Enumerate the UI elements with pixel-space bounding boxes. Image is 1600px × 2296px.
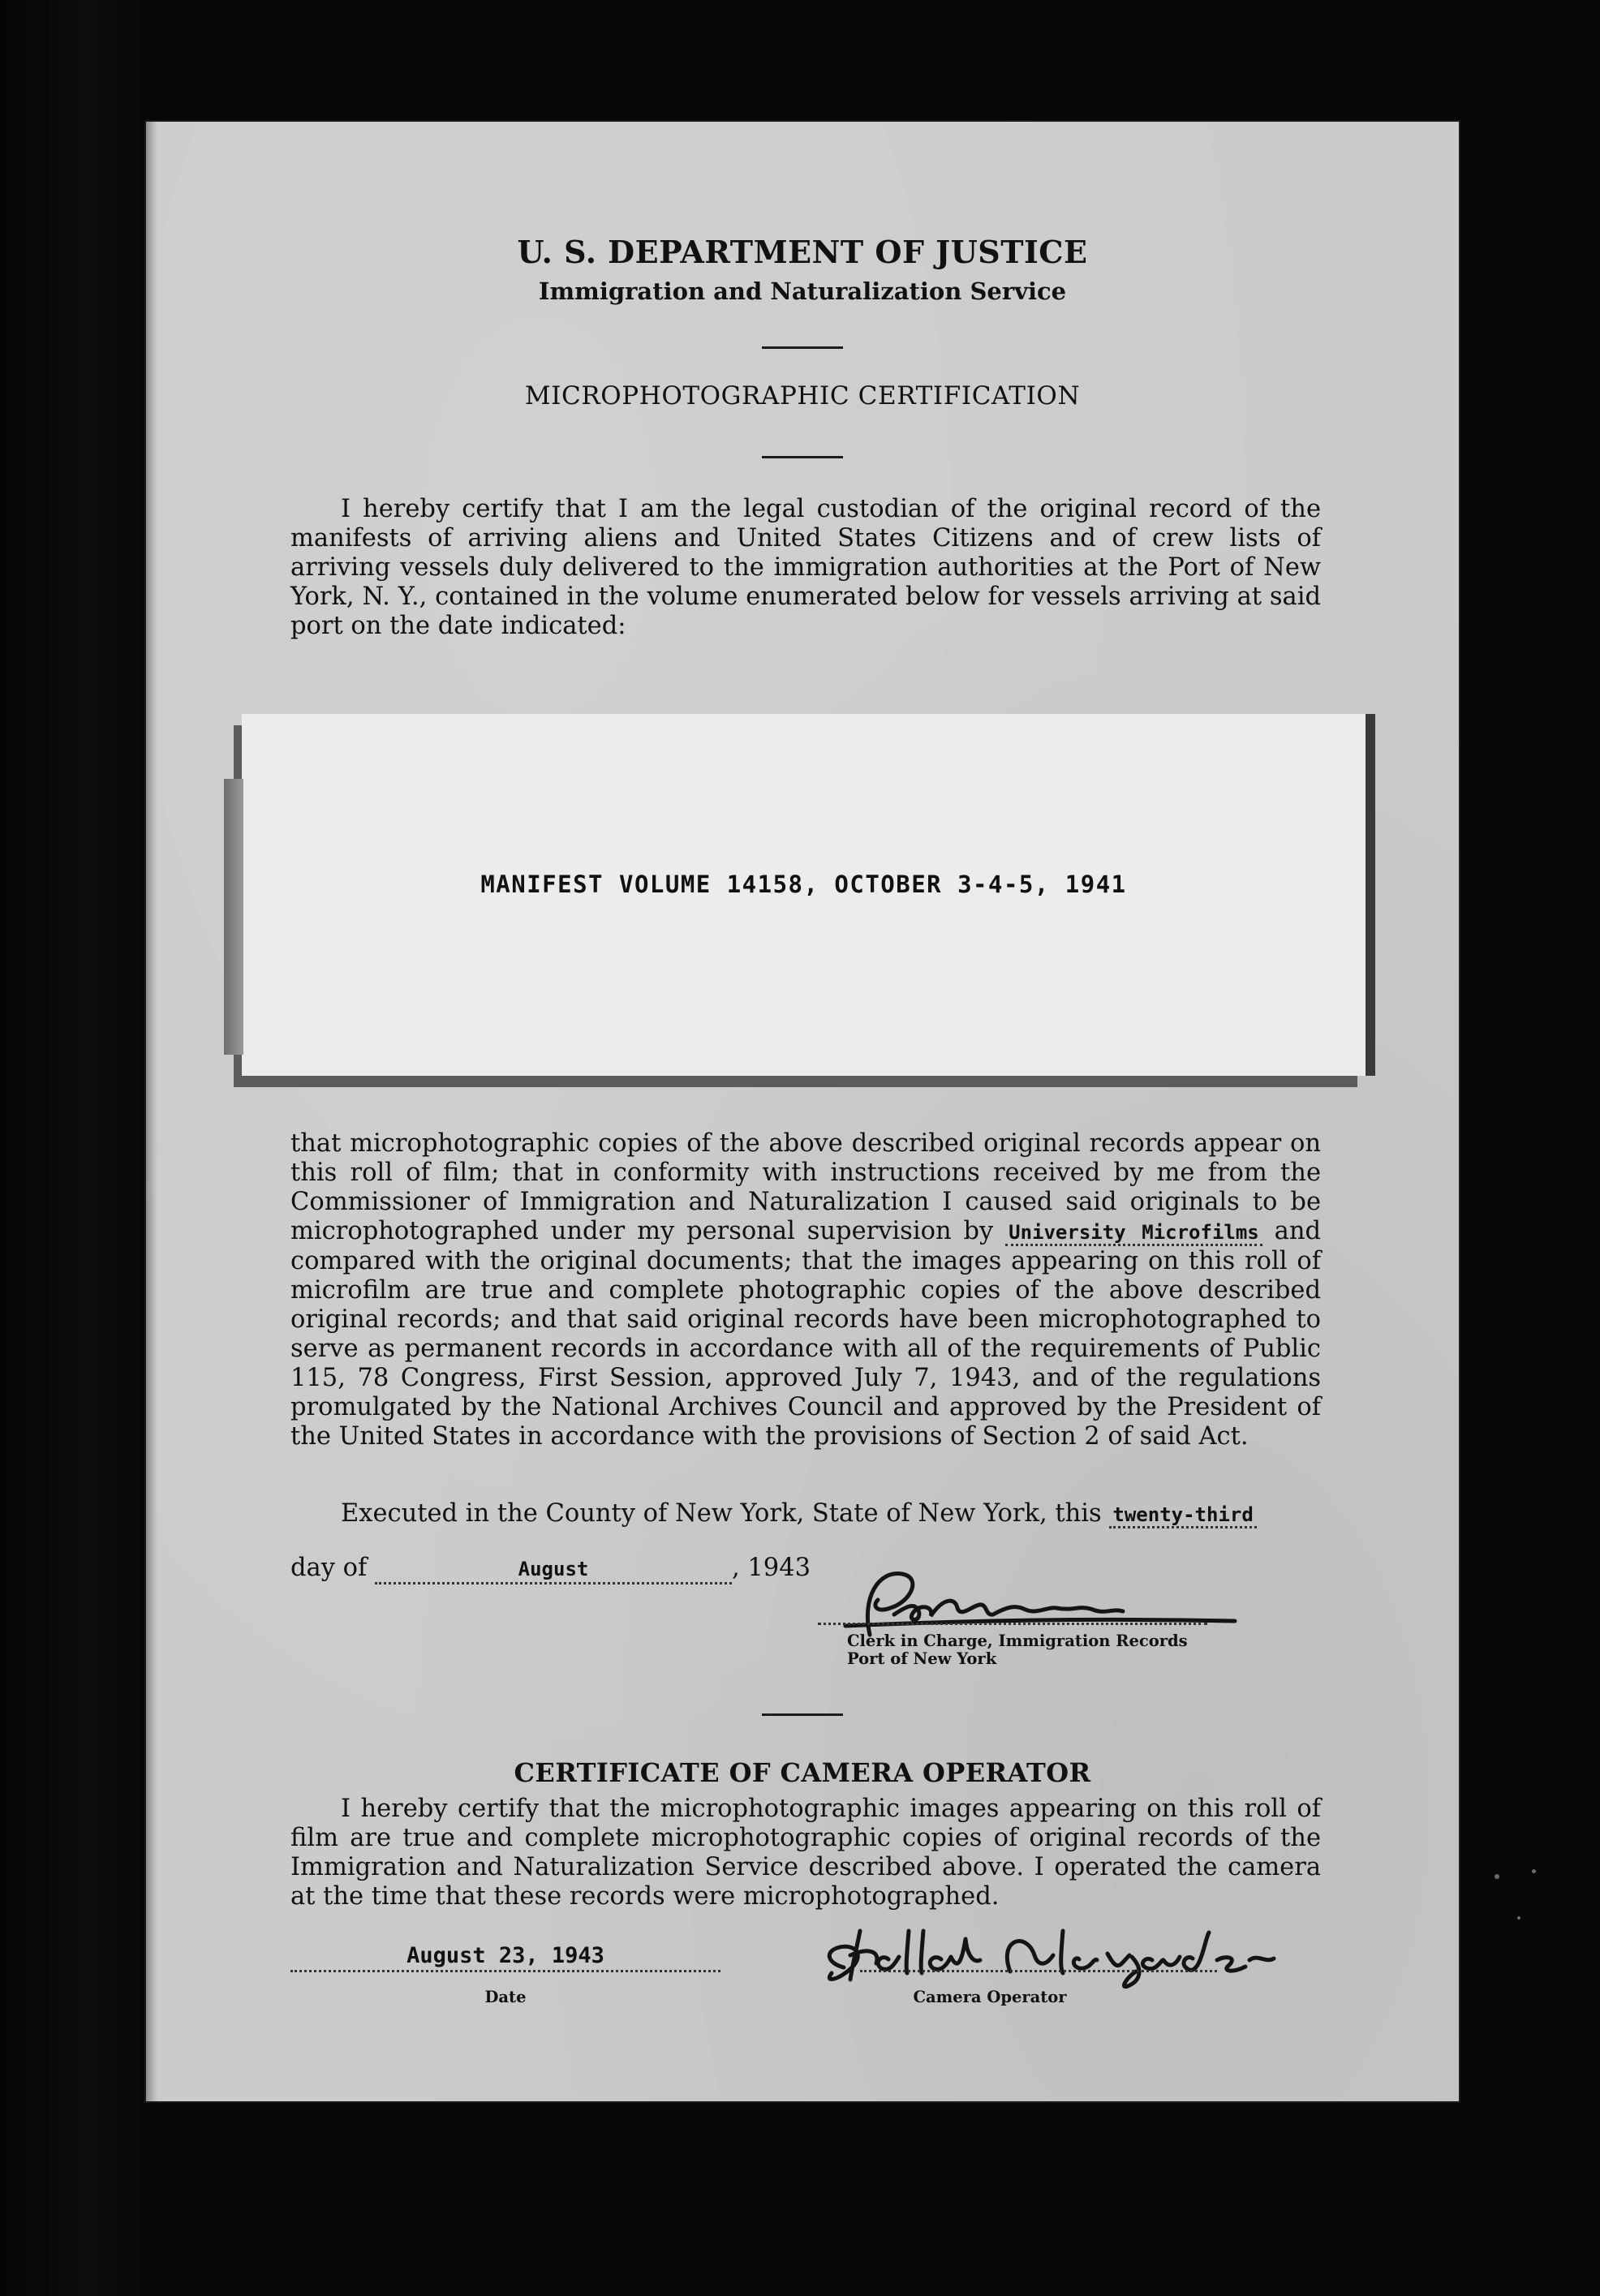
camera-operator-signature: [795, 1907, 1290, 1996]
header-divider: [762, 346, 843, 349]
executed-paragraph: [290, 1499, 1321, 1529]
clerk-title-line1: Clerk in Charge, Immigration Records: [847, 1632, 1188, 1650]
slip-fold-shadow: [224, 779, 243, 1055]
camera-operator-paragraph: I hereby certify that the microphotographic images appearing on this roll of film are true and complete microphotographic copies of original records of the Immigration and Naturalization Service described above. I operated the camera at the time that these records were microphotographed.: [290, 1795, 1321, 1911]
date-label: Date: [484, 1988, 527, 2006]
film-speck: [1517, 1916, 1520, 1920]
certificate-page: [146, 122, 1459, 2101]
camera-operator-title: CERTIFICATE OF CAMERA OPERATOR: [514, 1757, 1091, 1788]
year-value: , 1943: [732, 1554, 811, 1582]
pasted-volume-slip: [242, 714, 1366, 1076]
month-value: August: [518, 1558, 589, 1580]
film-speck: [1532, 1869, 1536, 1873]
page-shadow: [146, 122, 157, 2101]
custodian-paragraph: I hereby certify that I am the legal custodian of the original record of the manifests of arriving aliens and United States Citizens and of crew lists of arriving vessels duly delivered to the immigration authorities at the Port of New York, N. Y., contained in the volume enumerated below for vessels arriving at said port on the date indicated:: [290, 495, 1321, 640]
executed-text: Executed in the County of New York, State of New York, this: [341, 1499, 1102, 1528]
manifest-volume-label: MANIFEST VOLUME 14158, OCTOBER 3-4-5, 1941: [480, 871, 1127, 898]
clerk-signature-line: [818, 1623, 1207, 1625]
clerk-title: [847, 1632, 1188, 1668]
camera-operator-signature-line: [860, 1970, 1217, 1972]
copies-text-before: that microphotographic copies of the above described original records appear on this roll of film; that in conformity with instructions received by me from the Commissioner of Immigration and Naturalization I caused said originals to be microphotographed under my personal supervision by: [290, 1129, 1321, 1245]
day-of-label: day of: [290, 1554, 368, 1582]
section-divider: [762, 1713, 843, 1716]
executed-day: twenty-third: [1109, 1503, 1256, 1529]
title-divider: [762, 456, 843, 458]
date-value: August 23, 1943: [290, 1943, 720, 1972]
film-margin-left: [0, 0, 146, 2296]
film-speck: [1495, 1874, 1499, 1879]
certification-title: MICROPHOTOGRAPHIC CERTIFICATION: [524, 381, 1081, 411]
contractor-name: University Microfilms: [1005, 1221, 1262, 1246]
day-of-line: [290, 1554, 811, 1584]
clerk-title-line2: Port of New York: [847, 1649, 997, 1668]
service-subheading: Immigration and Naturalization Service: [538, 277, 1067, 305]
agency-heading: U. S. DEPARTMENT OF JUSTICE: [517, 234, 1088, 270]
copies-text-after: and compared with the original documents; that the images appearing on this roll of microfilm are true and complete photographic copies of the above described original records; and that said original records have been microphotographed to serve as permanent records in accordance with all of the requirements of Public 115, 78 Congress, First Session, approved July 7, 1943, and of the regulations promulgated by the National Archives Council and approved by the President of the United States in accordance with the provisions of Section 2 of said Act.: [290, 1217, 1321, 1451]
camera-operator-label: Camera Operator: [913, 1988, 1067, 2006]
copies-paragraph: [290, 1129, 1321, 1451]
